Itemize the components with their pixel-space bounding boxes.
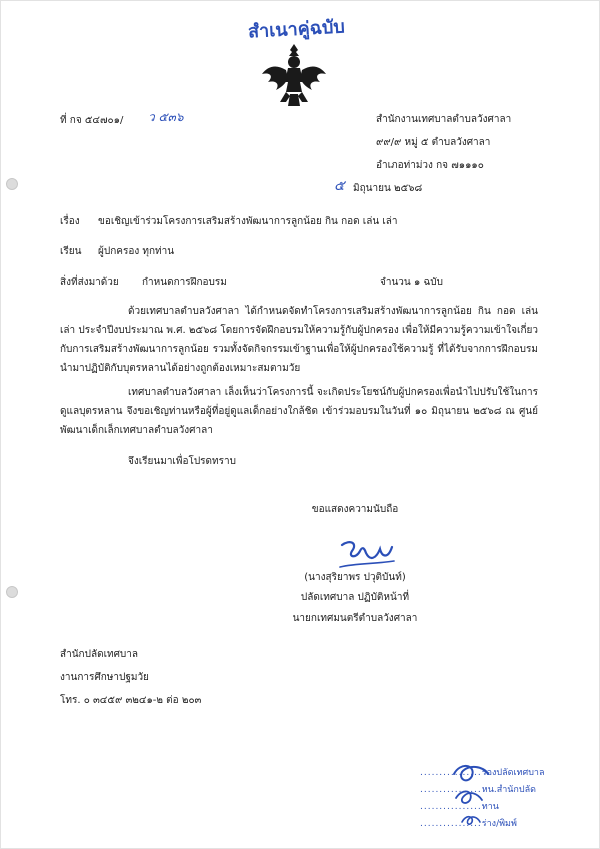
subject-value: ขอเชิญเข้าร่วมโครงการเสริมสร้างพัฒนาการลูกน้อย กิน กอด เล่น เล่า [98, 216, 398, 227]
footer-phone: โทร. ๐ ๓๔๕๙ ๓๒๔๑-๒ ต่อ ๒๐๓ [60, 695, 202, 706]
closing-salutation: ขอแสดงความนับถือ [311, 504, 399, 515]
enclosure-label: สิ่งที่ส่งมาด้วย [60, 277, 119, 288]
signature-image [336, 537, 396, 571]
office-line-1: สำนักงานเทศบาลตำบลวังศาลา [376, 114, 512, 125]
copy-stamp: สำเนาคู่ฉบับ [247, 16, 346, 43]
reference-number: ที่ กจ ๕๔๗๐๑/ [60, 115, 124, 126]
enclosure-quantity: จำนวน ๑ ฉบับ [380, 277, 443, 288]
signer-position-2: นายกเทศมนตรีตำบลวังศาลา [292, 613, 418, 624]
body-paragraph-3: จึงเรียนมาเพื่อโปรดทราบ [128, 456, 236, 467]
recipient-value: ผู้ปกครอง ทุกท่าน [98, 246, 175, 257]
recipient-label: เรียน [60, 246, 82, 257]
enclosure-value: กำหนดการฝึกอบรม [142, 277, 227, 288]
initial-row-3: ................ทาน [420, 802, 499, 812]
office-line-2: ๙๙/๙ หมู่ ๕ ตำบลวังศาลา [376, 137, 491, 148]
office-line-3: อำเภอท่าม่วง กจ ๗๑๑๑๐ [376, 160, 484, 171]
date-month-year: มิถุนายน ๒๕๖๘ [353, 183, 423, 194]
reference-handwritten: ว ๕๓๖ [148, 110, 184, 124]
date-day-handwritten: ๕ [334, 178, 345, 194]
punch-hole [6, 178, 18, 190]
initial-row-4: ................ร่าง/พิมพ์ [420, 819, 517, 829]
signer-position-1: ปลัดเทศบาล ปฏิบัติหน้าที่ [300, 592, 410, 603]
initial-row-1: ................รองปลัดเทศบาล [420, 768, 545, 778]
subject-label: เรื่อง [60, 216, 80, 227]
body-paragraph-1: ด้วยเทศบาลตำบลวังศาลา ได้กำหนดจัดทำโครงการเสริมสร้างพัฒนาการลูกน้อย กิน กอด เล่น เล่า ประจำปีงบประมาณ พ.ศ. ๒๕๖๘ โดยการจัดฝึกอบรมให้ความรู้กับผู้ปกครอง เพื่อให้มีความรู้ความเข้าใจเกี่ยวกับการเสริมสร้างพัฒนาการลูกน้อย รวมทั้งจัดกิจกรรมเข้าฐานเพื่อให้ผู้ปกครองใช้ความรู้ ที่ได้รับจากการฝึกอบรมนำมาปฏิบัติกับบุตรหลานได้อย่างถูกต้องเหมาะสมตามวัย [60, 306, 538, 374]
footer-department: สำนักปลัดเทศบาล [60, 649, 139, 660]
punch-hole [6, 586, 18, 598]
routing-initials [420, 765, 570, 833]
signer-name: (นางสุริยาพร ปวุติบันท์) [304, 572, 406, 583]
initial-row-2: ................หน.สำนักปลัด [420, 785, 536, 795]
footer-section: งานการศึกษาปฐมวัย [60, 672, 149, 683]
body-paragraph-2: เทศบาลตำบลวังศาลา เล็งเห็นว่าโครงการนี้ จะเกิดประโยชน์กับผู้ปกครองเพื่อนำไปปรับใช้ในการดูแลบุตรหลาน จึงขอเชิญท่านหรือผู้ที่อยู่ดูแลเด็กอย่างใกล้ชิด เข้าร่วมอบรมในวันที่ ๑๐ มิถุนายน ๒๕๖๘ ณ ศูนย์พัฒนาเด็กเล็กเทศบาลตำบลวังศาลา [60, 387, 538, 436]
garuda-emblem-icon [258, 40, 330, 112]
